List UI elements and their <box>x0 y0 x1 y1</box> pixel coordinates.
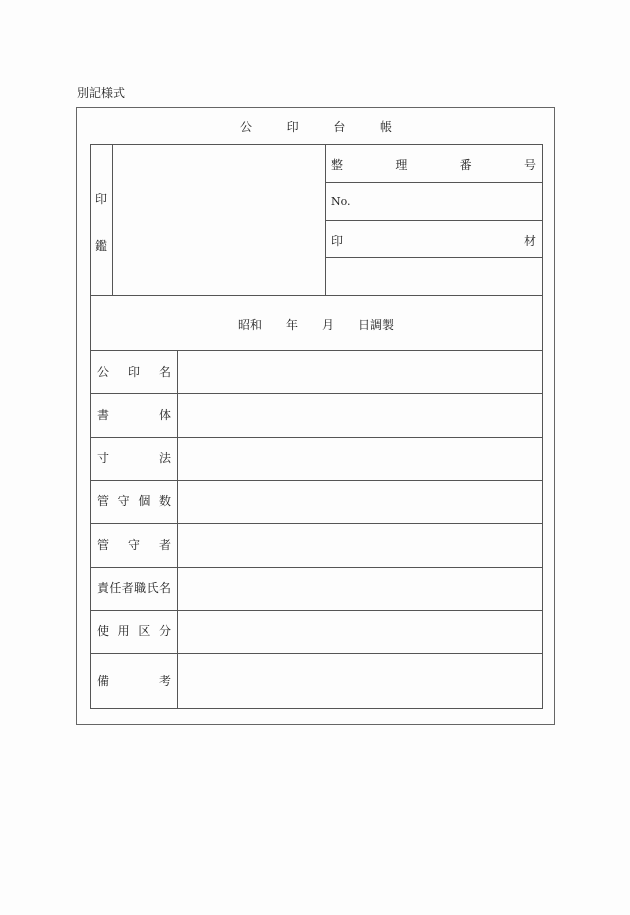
form-label: 別記様式 <box>77 86 126 100</box>
row-label-seal-name <box>97 365 171 379</box>
label-char: 整 <box>331 158 344 172</box>
label-char: 印 <box>286 120 299 134</box>
row-label-quantity <box>97 494 171 508</box>
responsible-person-field[interactable] <box>178 568 541 610</box>
label-char: 分 <box>158 624 171 638</box>
label-char: 名 <box>158 581 171 595</box>
number-field[interactable] <box>326 183 542 220</box>
number-prefix: No. <box>331 195 351 208</box>
label-char: 責 <box>97 581 110 595</box>
row-label-typeface <box>97 408 171 422</box>
label-char: 印 <box>127 365 140 379</box>
row-label-custodian <box>97 538 171 552</box>
label-char: 寸 <box>97 451 110 465</box>
row-label-usage-category <box>97 624 171 638</box>
usage-category-field[interactable] <box>178 611 541 653</box>
label-char: 守 <box>127 538 140 552</box>
label-char: 体 <box>158 408 171 422</box>
label-char: 印 <box>331 234 344 248</box>
quantity-field[interactable] <box>178 481 541 523</box>
label-char: 名 <box>158 365 171 379</box>
label-char: 氏 <box>146 581 159 595</box>
page-title <box>240 118 392 135</box>
label-char: 区 <box>138 624 151 638</box>
divider <box>325 220 542 221</box>
label-char: 管 <box>97 538 110 552</box>
label-char: 者 <box>121 581 134 595</box>
row-label-remarks <box>97 674 171 688</box>
date-day-suffix: 日調製 <box>358 318 395 332</box>
seal-name-field[interactable] <box>178 351 541 393</box>
row-label-dimensions <box>97 451 171 465</box>
remarks-field[interactable] <box>178 654 541 708</box>
label-char: 帳 <box>379 120 392 134</box>
label-char: 公 <box>97 365 110 379</box>
number-header <box>331 156 536 173</box>
label-char: 理 <box>395 158 408 172</box>
label-char: 用 <box>117 624 130 638</box>
label-char: 数 <box>158 494 171 508</box>
label-char: 個 <box>138 494 151 508</box>
label-char: 任 <box>109 581 122 595</box>
date-era: 昭和 <box>237 318 262 332</box>
label-char: 号 <box>523 158 536 172</box>
label-char: 公 <box>240 120 253 134</box>
label-char: 考 <box>158 674 171 688</box>
label-char: 備 <box>97 674 110 688</box>
material-field[interactable] <box>326 258 542 295</box>
label-char: 使 <box>97 624 110 638</box>
dimensions-field[interactable] <box>178 438 541 480</box>
date-line <box>90 316 542 333</box>
seal-impression-area[interactable] <box>113 145 325 295</box>
typeface-field[interactable] <box>178 394 541 437</box>
divider <box>90 295 542 296</box>
label-char: 者 <box>158 538 171 552</box>
label-char: 職 <box>134 581 147 595</box>
row-label-responsible-person <box>97 581 171 595</box>
date-month: 月 <box>322 318 335 332</box>
custodian-field[interactable] <box>178 524 541 567</box>
label-char: 守 <box>117 494 130 508</box>
label-char: 台 <box>333 120 346 134</box>
material-header <box>331 232 536 249</box>
seal-label-2: 鑑 <box>95 239 108 253</box>
label-char: 管 <box>97 494 110 508</box>
label-char: 材 <box>523 234 536 248</box>
label-char: 書 <box>97 408 110 422</box>
seal-label-1: 印 <box>95 192 108 206</box>
label-char: 番 <box>459 158 472 172</box>
label-char: 法 <box>158 451 171 465</box>
date-year: 年 <box>285 318 298 332</box>
